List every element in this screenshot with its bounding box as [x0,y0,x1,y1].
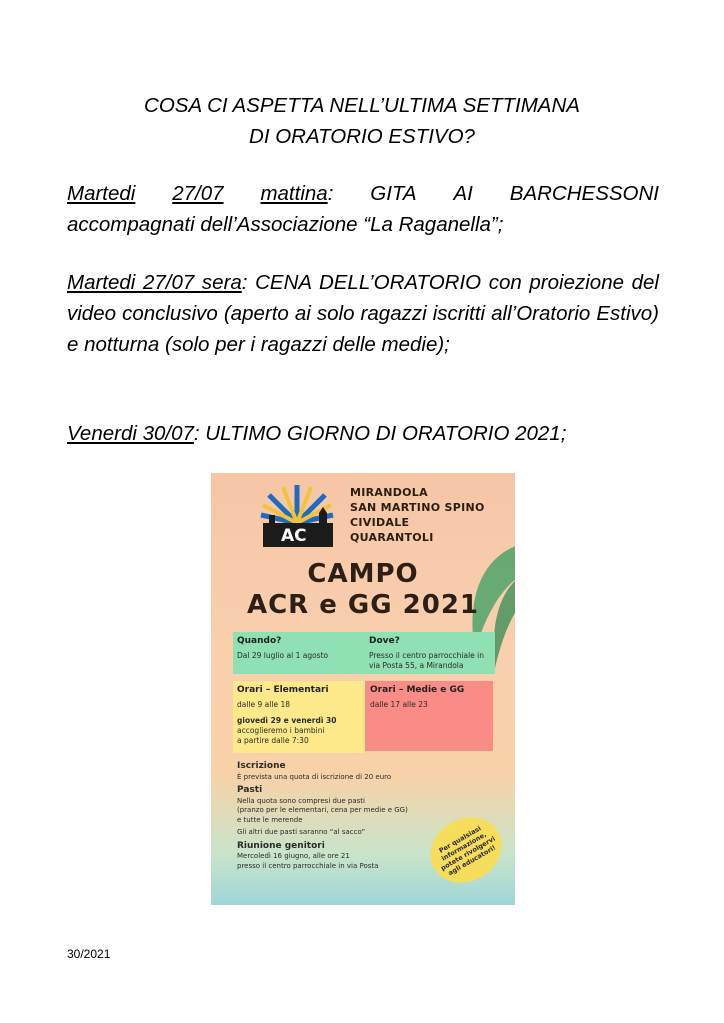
riunione-text-2: presso il centro parrocchiale in via Posta [237,861,379,870]
pasti-heading: Pasti [237,785,263,795]
quando-box [233,632,365,674]
pasti-text-3: e tutte le merende [237,815,303,824]
town-1: MIRANDOLA [350,486,428,499]
paragraph-venerdi [67,418,659,449]
dove-text: Presso il centro parrocchiale in via Posta 55, a Mirandola [369,651,485,670]
towns-list [350,485,485,545]
p1-word-ai: AI [453,182,473,205]
p1-label-word-3: mattina [260,182,328,205]
p2-label: Martedi 27/07 sera [67,271,242,294]
pasti-text-1: Nella quota sono compresi due pasti [237,796,365,805]
pasti-text-2: (pranzo per le elementari, cena per medie e GG) [237,806,408,814]
orari-elementari-note-2: accoglieremo i bambini [237,726,325,735]
page-footer: 30/2021 [67,947,111,961]
paragraph-martedi-mattina: Martedi 27/07 mattina: GITA AI BARCHESSONI accompagnati dell’Associazione “La Raganella”; [67,178,659,240]
info-section [237,762,437,871]
p1-label-word-2: 27/07 [172,182,224,205]
quando-text: Dal 29 luglio al 1 agosto [237,651,329,660]
orari-elementari-hours: dalle 9 alle 18 [237,700,290,709]
dove-heading: Dove? [369,636,400,646]
info-badge-text: Per qualsiasi informazione, potete rivolgervi agli educatori! [437,824,498,878]
paragraph-martedi-sera [67,267,659,360]
ac-logo-icon [259,483,335,547]
riunione-heading: Riunione genitori [237,840,325,851]
orari-medie-hours: dalle 17 alle 23 [370,700,428,709]
title-line-2: DI ORATORIO ESTIVO? [249,125,475,148]
orari-elementari-note-3: a partire dalle 7:30 [237,736,309,745]
p3-label: Venerdi 30/07 [67,422,194,445]
town-4: QUARANTOLI [350,531,434,544]
orari-elementari-heading: Orari – Elementari [237,685,329,695]
orari-elementari-note-1: giovedì 29 e venerdì 30 [237,716,337,725]
town-2: SAN MARTINO SPINO [350,501,485,514]
p1-word-gita: GITA [370,182,417,205]
p1-line-2: accompagnati dell’Associazione “La Raganella”; [67,213,504,236]
riunione-text-1: Mercoledì 16 giugno, alle ore 21 [237,852,350,860]
iscrizione-text: È prevista una quota di iscrizione di 20 euro [237,772,392,781]
orari-medie-box [365,681,493,751]
campo-title: CAMPO [307,559,419,589]
pasti-text-4: Gli altri due pasti saranno “al sacco” [237,828,366,836]
town-3: CIVIDALE [350,516,410,529]
p1-word-barchessoni: BARCHESSONI [509,182,659,205]
campo-subtitle: ACR e GG 2021 [246,590,480,620]
p2-text: : CENA DELL’ORATORIO con proiezione del video conclusivo (aperto ai solo ragazzi iscritti all’Oratorio Estivo) e notturna (solo per i ragazzi delle medie); [67,271,659,356]
orari-elementari-box [233,681,365,753]
page-title [0,90,724,152]
quando-heading: Quando? [237,636,282,646]
title-line-1: COSA CI ASPETTA NELL’ULTIMA SETTIMANA [144,94,580,117]
dove-box [365,632,495,674]
campo-poster [211,473,515,905]
iscrizione-heading: Iscrizione [237,761,286,771]
logo-text: AC [281,526,307,546]
p1-label-word-1: Martedi [67,182,136,205]
orari-medie-heading: Orari – Medie e GG [370,685,465,695]
p3-text: : ULTIMO GIORNO DI ORATORIO 2021; [193,422,567,445]
